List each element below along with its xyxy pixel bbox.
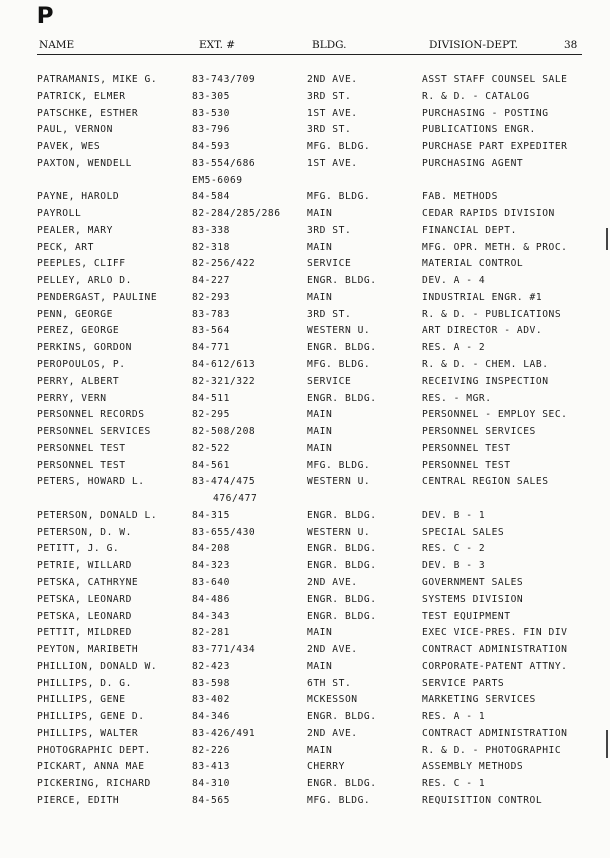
entry-name: PERRY, ALBERT <box>37 375 120 387</box>
entry-name: PETERSON, DONALD L. <box>37 509 158 521</box>
section-letter: P <box>36 4 54 29</box>
entry-division: PERSONNEL TEST <box>422 459 511 471</box>
list-item-continuation <box>37 175 582 192</box>
entry-ext: 84-323 <box>192 560 230 572</box>
entry-name: PERKINS, GORDON <box>37 342 132 354</box>
entry-ext: 83-413 <box>192 761 230 773</box>
entry-name: PAYNE, HAROLD <box>37 191 120 203</box>
entry-ext: 83-771/434 <box>192 644 256 656</box>
entry-name: PETSKA, LEONARD <box>37 593 132 605</box>
entry-name: PHILLIPS, WALTER <box>37 727 139 739</box>
entry-bldg: MCKESSON <box>307 694 358 706</box>
entry-name: PATSCHKE, ESTHER <box>37 107 139 119</box>
list-item-continuation <box>37 493 582 510</box>
list-item <box>37 325 582 342</box>
entry-division: MATERIAL CONTROL <box>422 258 524 270</box>
entry-division: SERVICE PARTS <box>422 677 505 689</box>
entry-name: PETERSON, D. W. <box>37 526 132 538</box>
directory-list <box>37 74 582 812</box>
entry-name: PETRIE, WILLARD <box>37 560 132 572</box>
entry-division: ART DIRECTOR - ADV. <box>422 325 543 337</box>
entry-bldg: ENGR. BLDG. <box>307 392 377 404</box>
list-item <box>37 694 582 711</box>
entry-ext: 84-227 <box>192 275 230 287</box>
header-division: DIVISION-DEPT. <box>429 39 518 51</box>
entry-ext: 84-315 <box>192 509 230 521</box>
list-item <box>37 543 582 560</box>
list-item <box>37 460 582 477</box>
list-item <box>37 258 582 275</box>
entry-division: RES. - MGR. <box>422 392 492 404</box>
entry-ext: 82-522 <box>192 442 230 454</box>
entry-bldg: ENGR. BLDG. <box>307 593 377 605</box>
entry-ext: 82-321/322 <box>192 375 256 387</box>
entry-bldg: 3RD ST. <box>307 308 352 320</box>
entry-ext: 83-338 <box>192 224 230 236</box>
entry-name: PETERS, HOWARD L. <box>37 476 145 488</box>
entry-ext: 83-640 <box>192 576 230 588</box>
list-item <box>37 644 582 661</box>
entry-division: RES. A - 2 <box>422 342 486 354</box>
entry-bldg: 3RD ST. <box>307 124 352 136</box>
entry-bldg: ENGR. BLDG. <box>307 509 377 521</box>
list-item <box>37 778 582 795</box>
list-item <box>37 309 582 326</box>
entry-bldg: 3RD ST. <box>307 224 352 236</box>
entry-ext: 83-305 <box>192 90 230 102</box>
entry-bldg: MAIN <box>307 426 333 438</box>
list-item <box>37 510 582 527</box>
entry-bldg: 2ND AVE. <box>307 576 358 588</box>
list-item <box>37 745 582 762</box>
header-ext: EXT. # <box>199 39 236 51</box>
list-item <box>37 443 582 460</box>
entry-name: PENN, GEORGE <box>37 308 113 320</box>
entry-ext: 84-346 <box>192 711 230 723</box>
entry-name: PETTIT, MILDRED <box>37 627 132 639</box>
entry-division: RES. C - 1 <box>422 778 486 790</box>
entry-bldg: 1ST AVE. <box>307 157 358 169</box>
entry-bldg: ENGR. BLDG. <box>307 560 377 572</box>
entry-ext: 82-318 <box>192 241 230 253</box>
entry-name: PAYROLL <box>37 208 82 220</box>
entry-bldg: 2ND AVE. <box>307 74 358 85</box>
entry-ext: 82-508/208 <box>192 426 256 438</box>
entry-name: PAXTON, WENDELL <box>37 157 132 169</box>
list-item <box>37 527 582 544</box>
list-item <box>37 191 582 208</box>
entry-ext: 83-783 <box>192 308 230 320</box>
entry-name: PEEPLES, CLIFF <box>37 258 126 270</box>
entry-division: PERSONNEL SERVICES <box>422 426 536 438</box>
entry-bldg: ENGR. BLDG. <box>307 275 377 287</box>
list-item <box>37 359 582 376</box>
entry-name: PERRY, VERN <box>37 392 107 404</box>
list-item <box>37 409 582 426</box>
entry-division: CORPORATE-PATENT ATTNY. <box>422 660 568 672</box>
list-item <box>37 594 582 611</box>
entry-ext: 82-293 <box>192 291 230 303</box>
entry-bldg: ENGR. BLDG. <box>307 778 377 790</box>
entry-name: PAUL, VERNON <box>37 124 113 136</box>
entry-bldg: MFG. BLDG. <box>307 191 371 203</box>
entry-bldg: SERVICE <box>307 258 352 270</box>
entry-division: TEST EQUIPMENT <box>422 610 511 622</box>
entry-division: CONTRACT ADMINISTRATION <box>422 727 568 739</box>
page-number: 38 <box>564 39 578 51</box>
entry-name: PHILLIPS, D. G. <box>37 677 132 689</box>
list-item <box>37 627 582 644</box>
entry-bldg: ENGR. BLDG. <box>307 711 377 723</box>
list-item <box>37 577 582 594</box>
list-item <box>37 678 582 695</box>
list-item <box>37 376 582 393</box>
entry-division: GOVERNMENT SALES <box>422 576 524 588</box>
entry-ext: 84-486 <box>192 593 230 605</box>
header-bldg: BLDG. <box>312 39 347 51</box>
entry-division: R. & D. - CHEM. LAB. <box>422 359 549 371</box>
entry-division: PURCHASING - POSTING <box>422 107 549 119</box>
scan-edge-mark <box>606 730 608 758</box>
list-item <box>37 124 582 141</box>
entry-division: RECEIVING INSPECTION <box>422 375 549 387</box>
entry-bldg: WESTERN U. <box>307 526 371 538</box>
entry-ext: 84-208 <box>192 543 230 555</box>
entry-ext: 83-554/686 <box>192 157 256 169</box>
entry-name: PHILLIPS, GENE D. <box>37 711 145 723</box>
entry-bldg: MFG. BLDG. <box>307 359 371 371</box>
entry-division: EXEC VICE-PRES. FIN DIV <box>422 627 568 639</box>
entry-bldg: WESTERN U. <box>307 476 371 488</box>
entry-ext: 83-530 <box>192 107 230 119</box>
entry-division: R. & D. - PHOTOGRAPHIC <box>422 744 562 756</box>
entry-ext: 84-511 <box>192 392 230 404</box>
entry-ext: 83-655/430 <box>192 526 256 538</box>
entry-name: PETITT, J. G. <box>37 543 120 555</box>
entry-division: PUBLICATIONS ENGR. <box>422 124 536 136</box>
entry-ext: 82-281 <box>192 627 230 639</box>
entry-name: PENDERGAST, PAULINE <box>37 291 158 303</box>
list-item <box>37 108 582 125</box>
entry-division: FAB. METHODS <box>422 191 498 203</box>
entry-division: R. & D. - PUBLICATIONS <box>422 308 562 320</box>
entry-name: PELLEY, ARLO D. <box>37 275 132 287</box>
entry-ext: 83-426/491 <box>192 727 256 739</box>
list-item <box>37 393 582 410</box>
entry-division: FINANCIAL DEPT. <box>422 224 517 236</box>
entry-ext: 83-564 <box>192 325 230 337</box>
entry-name: PEALER, MARY <box>37 224 113 236</box>
entry-bldg: MAIN <box>307 241 333 253</box>
entry-division: SYSTEMS DIVISION <box>422 593 524 605</box>
entry-bldg: CHERRY <box>307 761 345 773</box>
entry-bldg: 6TH ST. <box>307 677 352 689</box>
entry-name: PETSKA, CATHRYNE <box>37 576 139 588</box>
entry-bldg: 3RD ST. <box>307 90 352 102</box>
entry-division: DEV. B - 3 <box>422 560 486 572</box>
list-item <box>37 292 582 309</box>
entry-bldg: MAIN <box>307 409 333 421</box>
entry-name: PERSONNEL RECORDS <box>37 409 145 421</box>
entry-ext-continuation: 476/477 <box>213 493 258 505</box>
header-name: NAME <box>39 39 75 51</box>
entry-name: PERSONNEL TEST <box>37 442 126 454</box>
entry-bldg: MAIN <box>307 291 333 303</box>
entry-name: PAVEK, WES <box>37 141 101 153</box>
list-item <box>37 74 582 91</box>
entry-ext: 84-561 <box>192 459 230 471</box>
entry-division: CONTRACT ADMINISTRATION <box>422 644 568 656</box>
list-item <box>37 476 582 493</box>
entry-division: MARKETING SERVICES <box>422 694 536 706</box>
entry-bldg: 2ND AVE. <box>307 727 358 739</box>
entry-name: PEYTON, MARIBETH <box>37 644 139 656</box>
entry-ext-continuation: EM5-6069 <box>192 174 243 186</box>
entry-bldg: WESTERN U. <box>307 325 371 337</box>
entry-ext: 84-593 <box>192 141 230 153</box>
entry-name: PHOTOGRAPHIC DEPT. <box>37 744 151 756</box>
entry-ext: 82-423 <box>192 660 230 672</box>
entry-division: PURCHASE PART EXPEDITER <box>422 141 568 153</box>
entry-division: SPECIAL SALES <box>422 526 505 538</box>
list-item <box>37 795 582 812</box>
entry-name: PIERCE, EDITH <box>37 794 120 806</box>
entry-ext: 84-771 <box>192 342 230 354</box>
entry-bldg: MFG. BLDG. <box>307 794 371 806</box>
list-item <box>37 560 582 577</box>
entry-name: PERSONNEL TEST <box>37 459 126 471</box>
list-item <box>37 661 582 678</box>
list-item <box>37 342 582 359</box>
entry-bldg: MAIN <box>307 442 333 454</box>
entry-bldg: ENGR. BLDG. <box>307 610 377 622</box>
entry-ext: 82-284/285/286 <box>192 208 281 220</box>
list-item <box>37 91 582 108</box>
entry-division: ASSEMBLY METHODS <box>422 761 524 773</box>
list-item <box>37 426 582 443</box>
entry-name: PICKERING, RICHARD <box>37 778 151 790</box>
entry-bldg: ENGR. BLDG. <box>307 342 377 354</box>
entry-name: PETSKA, LEONARD <box>37 610 132 622</box>
entry-name: PHILLIPS, GENE <box>37 694 126 706</box>
list-item <box>37 761 582 778</box>
entry-bldg: 2ND AVE. <box>307 644 358 656</box>
entry-ext: 84-565 <box>192 794 230 806</box>
entry-ext: 84-584 <box>192 191 230 203</box>
entry-name: PHILLION, DONALD W. <box>37 660 158 672</box>
entry-bldg: SERVICE <box>307 375 352 387</box>
entry-bldg: MAIN <box>307 208 333 220</box>
entry-division: REQUISITION CONTROL <box>422 794 543 806</box>
list-item <box>37 275 582 292</box>
entry-ext: 82-226 <box>192 744 230 756</box>
column-header <box>37 38 582 55</box>
entry-division: RES. C - 2 <box>422 543 486 555</box>
entry-division: RES. A - 1 <box>422 711 486 723</box>
list-item <box>37 208 582 225</box>
entry-ext: 82-256/422 <box>192 258 256 270</box>
entry-name: PICKART, ANNA MAE <box>37 761 145 773</box>
entry-ext: 84-343 <box>192 610 230 622</box>
entry-division: CEDAR RAPIDS DIVISION <box>422 208 555 220</box>
entry-division: DEV. A - 4 <box>422 275 486 287</box>
entry-bldg: MAIN <box>307 660 333 672</box>
entry-ext: 84-612/613 <box>192 359 256 371</box>
entry-division: DEV. B - 1 <box>422 509 486 521</box>
entry-division: MFG. OPR. METH. & PROC. <box>422 241 568 253</box>
entry-bldg: ENGR. BLDG. <box>307 543 377 555</box>
entry-division: PERSONNEL - EMPLOY SEC. <box>422 409 568 421</box>
list-item <box>37 225 582 242</box>
entry-ext: 83-474/475 <box>192 476 256 488</box>
entry-division: CENTRAL REGION SALES <box>422 476 549 488</box>
list-item <box>37 141 582 158</box>
entry-name: PATRICK, ELMER <box>37 90 126 102</box>
entry-name: PEREZ, GEORGE <box>37 325 120 337</box>
entry-bldg: MAIN <box>307 744 333 756</box>
entry-ext: 82-295 <box>192 409 230 421</box>
entry-bldg: MAIN <box>307 627 333 639</box>
list-item <box>37 711 582 728</box>
entry-name: PEROPOULOS, P. <box>37 359 126 371</box>
entry-name: PERSONNEL SERVICES <box>37 426 151 438</box>
entry-name: PATRAMANIS, MIKE G. <box>37 74 158 85</box>
entry-bldg: MFG. BLDG. <box>307 459 371 471</box>
scan-edge-mark <box>606 228 608 250</box>
entry-division: INDUSTRIAL ENGR. #1 <box>422 291 543 303</box>
entry-bldg: MFG. BLDG. <box>307 141 371 153</box>
list-item <box>37 158 582 175</box>
list-item <box>37 242 582 259</box>
entry-ext: 83-598 <box>192 677 230 689</box>
entry-ext: 84-310 <box>192 778 230 790</box>
entry-division: PURCHASING AGENT <box>422 157 524 169</box>
list-item <box>37 611 582 628</box>
entry-ext: 83-402 <box>192 694 230 706</box>
entry-division: R. & D. - CATALOG <box>422 90 530 102</box>
list-item <box>37 728 582 745</box>
entry-bldg: 1ST AVE. <box>307 107 358 119</box>
entry-division: PERSONNEL TEST <box>422 442 511 454</box>
entry-division: ASST STAFF COUNSEL SALE <box>422 74 568 85</box>
entry-ext: 83-796 <box>192 124 230 136</box>
entry-name: PECK, ART <box>37 241 94 253</box>
entry-ext: 83-743/709 <box>192 74 256 85</box>
